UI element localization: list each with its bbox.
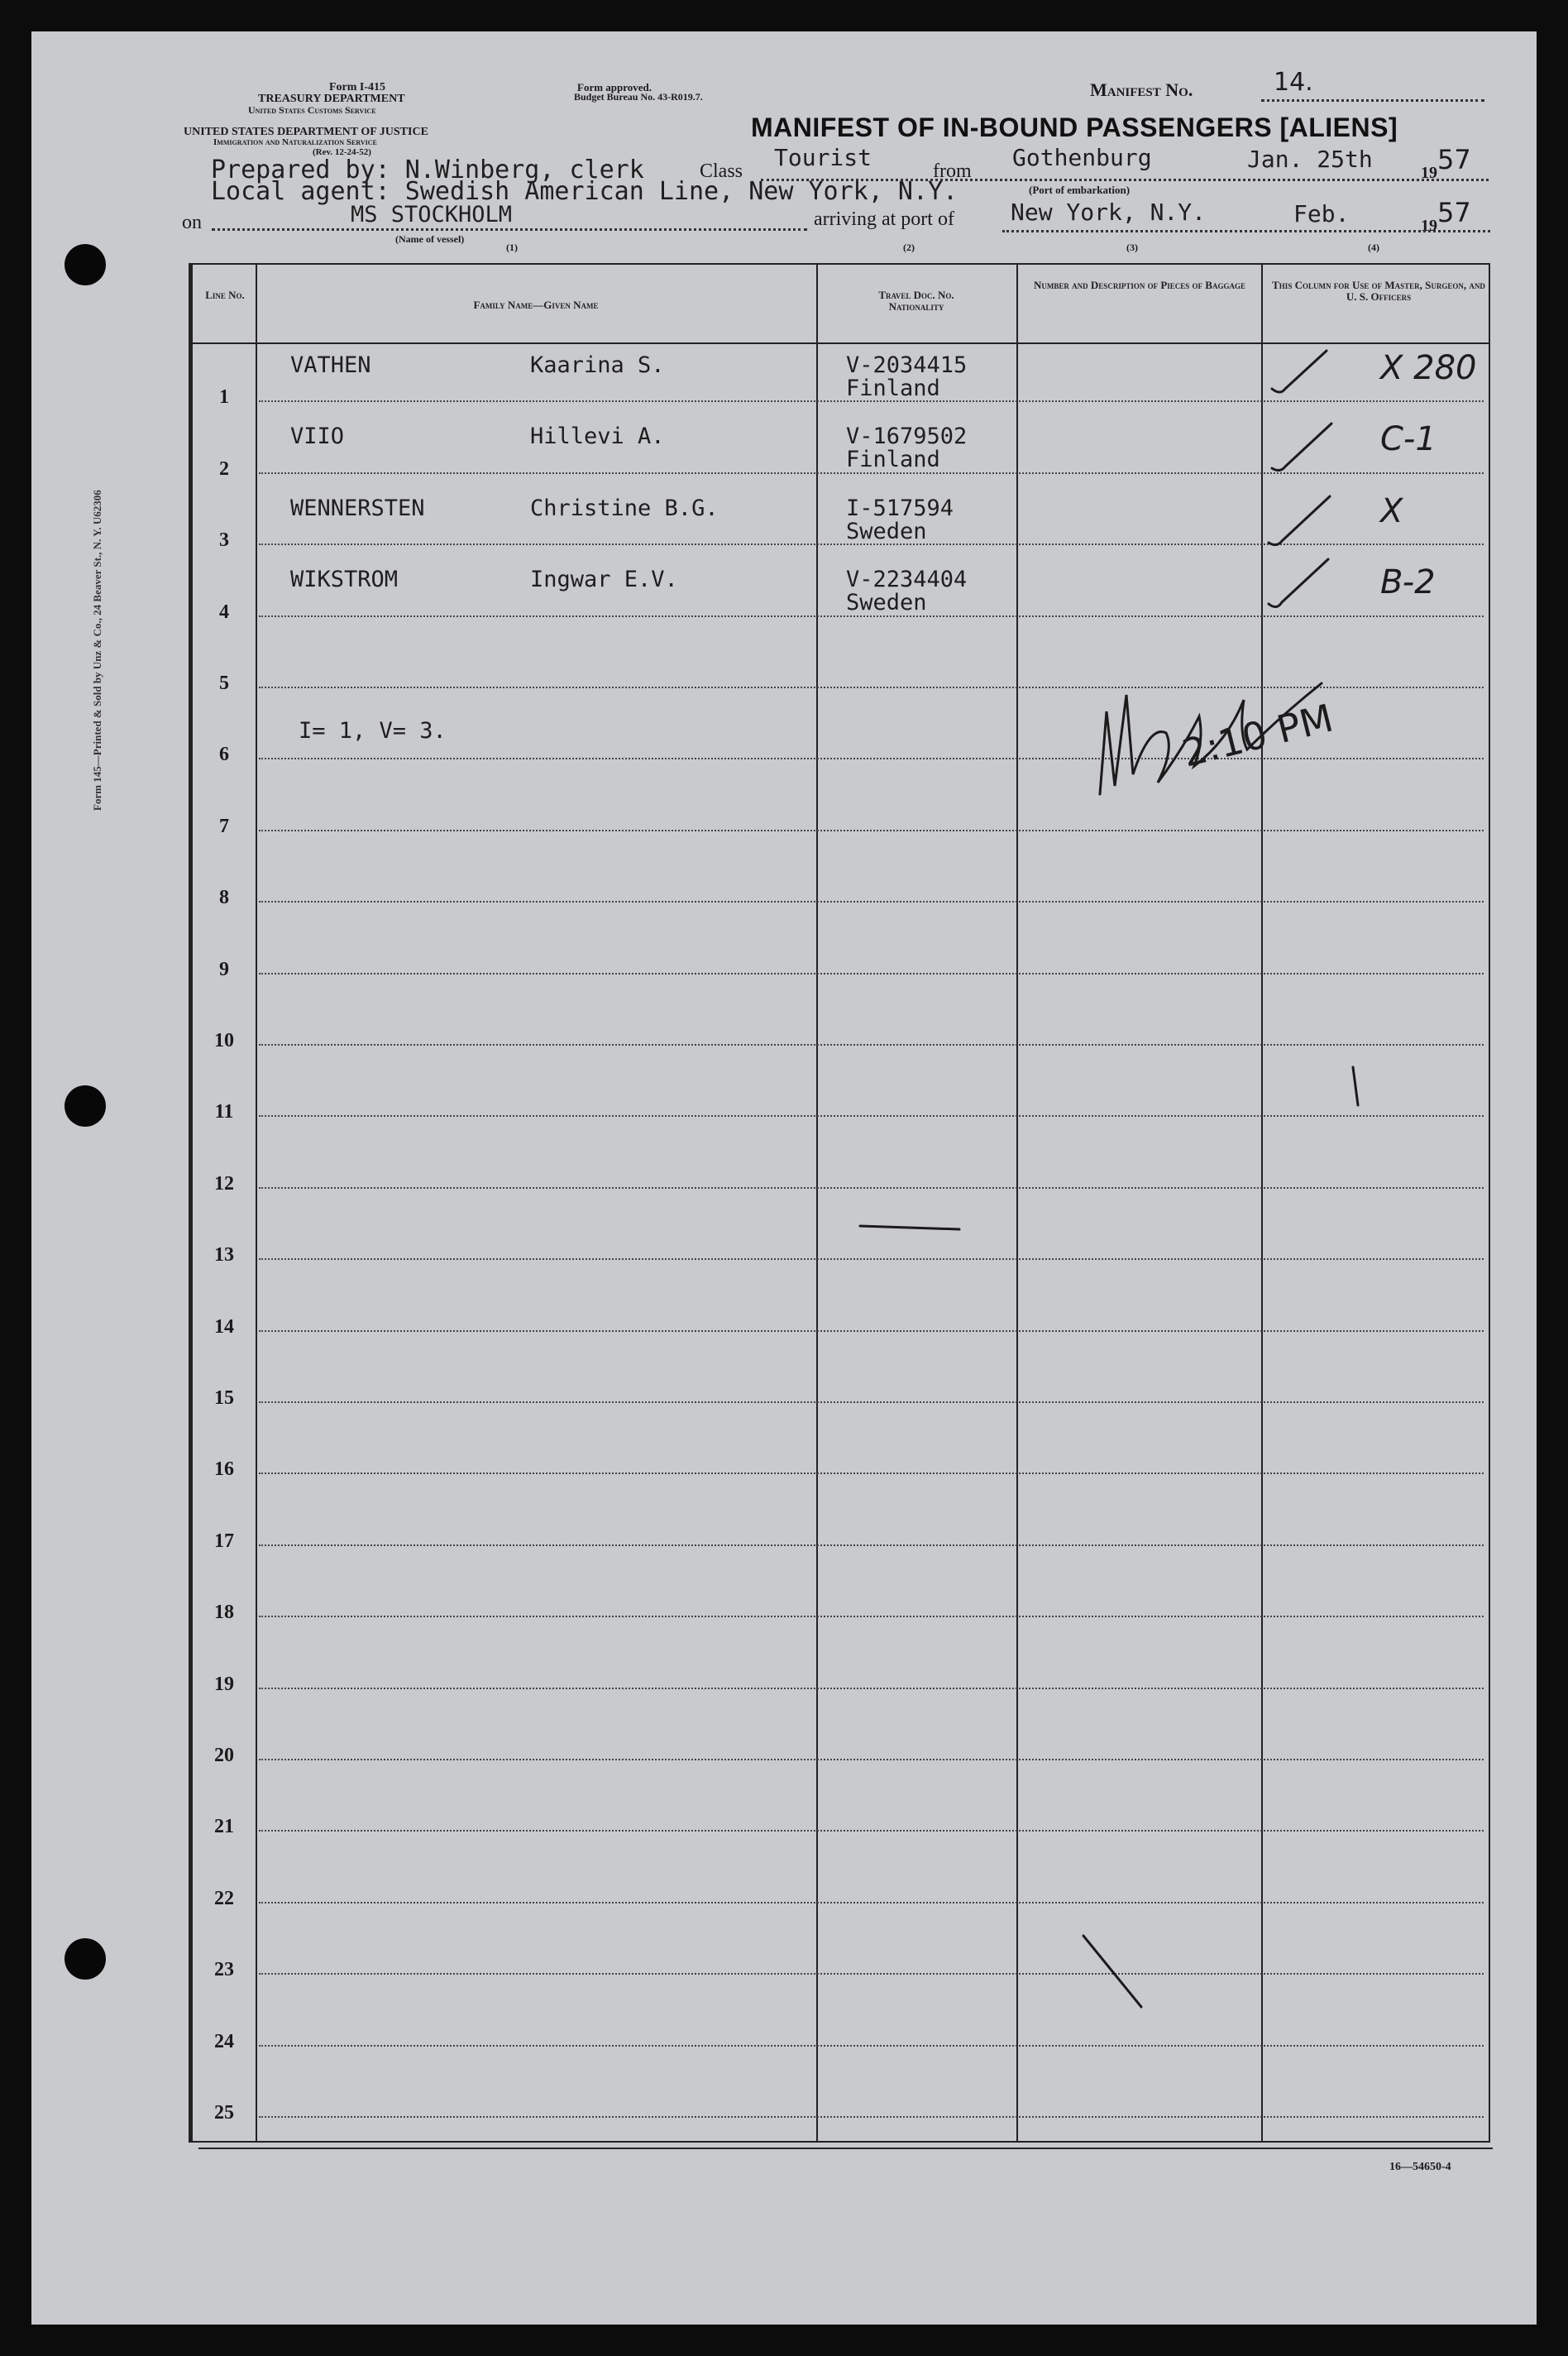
check-mark-3 — [1269, 496, 1330, 545]
on-label: on — [182, 212, 202, 233]
page-title: MANIFEST OF IN-BOUND PASSENGERS [ALIENS] — [751, 113, 1398, 142]
customs-service: United States Customs Service — [248, 104, 376, 116]
line-number: 9 — [219, 958, 229, 980]
line-number: 17 — [214, 1530, 234, 1552]
class-label: Class — [700, 160, 743, 182]
line-number: 20 — [214, 1744, 234, 1766]
line-number: 19 — [214, 1673, 234, 1695]
form-number: Form I-415 — [329, 81, 386, 93]
line-number: 21 — [214, 1816, 234, 1838]
line-number: 1 — [219, 386, 229, 409]
line-number: 6 — [219, 744, 229, 766]
line-number: 7 — [219, 815, 229, 837]
passenger-travel-doc: V-1679502 — [846, 424, 968, 450]
passenger-given-name: Christine B.G. — [530, 495, 719, 521]
line-number: 23 — [214, 1959, 234, 1981]
summary-line: I= 1, V= 3. — [299, 718, 447, 744]
check-mark-1 — [1272, 351, 1327, 392]
officer-mark: C-1 — [1380, 420, 1437, 459]
vessel-name: MS STOCKHOLM — [351, 202, 513, 227]
line-number: 22 — [214, 1887, 234, 1909]
passenger-family-name: VATHEN — [290, 352, 371, 378]
line-number: 13 — [214, 1244, 234, 1267]
stray-slash — [1083, 1936, 1141, 2007]
line-number: 4 — [219, 601, 229, 623]
header-baggage: Number and Description of Pieces of Baggage — [1034, 279, 1245, 291]
footer-code: 16—54650-4 — [1389, 2161, 1451, 2173]
passenger-given-name: Kaarina S. — [530, 352, 665, 378]
budget-line-2: Budget Bureau No. 43-R019.7. — [574, 91, 703, 103]
passenger-given-name: Hillevi A. — [530, 424, 665, 450]
line-number: 12 — [214, 1172, 234, 1195]
vessel-caption: (Name of vessel) — [395, 233, 465, 245]
passenger-family-name: WIKSTROM — [290, 567, 399, 593]
treasury-dept: TREASURY DEPARTMENT — [258, 93, 405, 105]
col-index-3: (3) — [1126, 242, 1138, 253]
line-number: 24 — [214, 2030, 234, 2052]
class-value: Tourist — [774, 144, 872, 171]
side-imprint: Form 145—Printed & Sold by Unz & Co., 24 Beaver St., N. Y. U62306 — [91, 490, 103, 811]
header-travel-doc: Travel Doc. No. Nationality — [878, 289, 954, 313]
passenger-given-name: Ingwar E.V. — [530, 567, 678, 593]
rev-date: (Rev. 12-24-52) — [313, 147, 371, 157]
passenger-nationality: Finland — [846, 447, 940, 473]
signature-time: 2:10 PM — [1178, 695, 1338, 776]
year-prefix-1: 19 — [1421, 164, 1437, 182]
officer-mark: X — [1380, 491, 1403, 530]
passenger-travel-doc: V-2034415 — [846, 352, 968, 378]
arrival-date: Feb. — [1293, 200, 1350, 227]
officer-mark: B-2 — [1380, 563, 1436, 602]
line-number: 2 — [219, 457, 229, 480]
passenger-travel-doc: I-517594 — [846, 495, 954, 521]
from-value: Gothenburg — [1012, 144, 1152, 171]
stray-dash — [860, 1226, 959, 1229]
line-number: 3 — [219, 529, 229, 552]
passenger-family-name: VIIO — [290, 424, 345, 450]
check-mark-4 — [1269, 559, 1328, 607]
bottom-rule — [198, 2148, 1493, 2149]
header-name: Family Name—Given Name — [473, 299, 599, 311]
line-number: 5 — [219, 672, 229, 694]
from-label: from — [933, 160, 972, 182]
line-number: 8 — [219, 887, 229, 909]
manifest-no-value: 14. — [1274, 68, 1313, 97]
justice-dept: UNITED STATES DEPARTMENT OF JUSTICE — [184, 126, 428, 138]
year-2: 57 — [1437, 197, 1471, 228]
header-line-no: Line No. — [205, 289, 245, 301]
arriving-label: arriving at port of — [814, 208, 954, 230]
line-number: 16 — [214, 1458, 234, 1481]
passenger-nationality: Sweden — [846, 518, 927, 544]
officer-mark: X 280 — [1380, 349, 1477, 387]
line-number: 18 — [214, 1602, 234, 1624]
line-number: 25 — [214, 2101, 234, 2124]
year-prefix-2: 19 — [1421, 217, 1437, 235]
col-index-1: (1) — [506, 242, 518, 253]
line-number: 10 — [214, 1029, 234, 1051]
year-1: 57 — [1437, 144, 1471, 175]
prepared-by: Prepared by: N.Winberg, clerk — [211, 156, 644, 184]
passenger-travel-doc: V-2234404 — [846, 567, 968, 593]
col-index-4: (4) — [1368, 242, 1379, 253]
budget-line-1: Form approved. — [577, 81, 653, 93]
arrival-port: New York, N.Y. — [1011, 199, 1207, 226]
line-number: 11 — [214, 1101, 234, 1123]
header-officers: This Column for Use of Master, Surgeon, and U. S. Officers — [1272, 279, 1485, 303]
manifest-no-label: Manifest No. — [1090, 79, 1193, 100]
local-agent: Local agent: Swedish American Line, New York, N.Y. — [211, 177, 958, 206]
passenger-nationality: Finland — [846, 376, 940, 401]
port-embarkation-caption: (Port of embarkation) — [1029, 184, 1131, 196]
line-number: 14 — [214, 1315, 234, 1338]
stray-tick — [1353, 1067, 1358, 1105]
check-mark-2 — [1272, 424, 1331, 471]
passenger-nationality: Sweden — [846, 590, 927, 616]
departure-date: Jan. 25th — [1247, 146, 1373, 173]
passenger-family-name: WENNERSTEN — [290, 495, 425, 521]
line-number: 15 — [214, 1386, 234, 1409]
col-index-2: (2) — [903, 242, 915, 253]
ins-service: Immigration and Naturalization Service — [213, 137, 377, 147]
